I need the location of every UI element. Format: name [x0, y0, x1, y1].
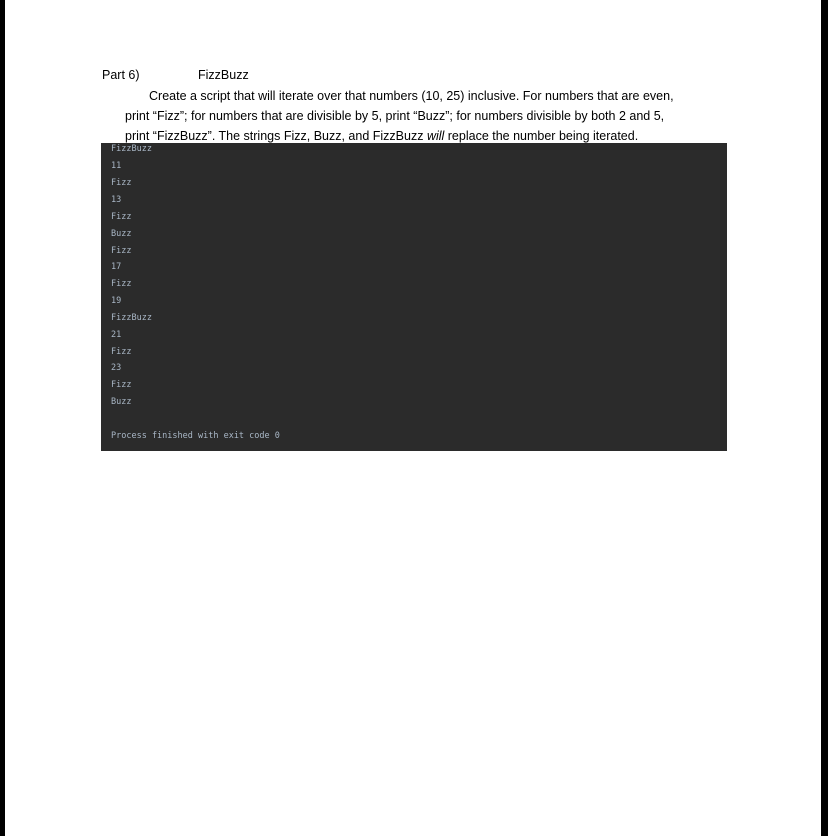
description-line-1: Create a script that will iterate over that numbers (10, 25) inclusive. For numbers that are even,: [149, 89, 674, 103]
description-line-3-start: print “FizzBuzz”. The strings Fizz, Buzz, and FizzBuzz: [125, 129, 427, 143]
console-line: 11: [111, 161, 122, 171]
description-line-3-end: replace the number being iterated.: [444, 129, 639, 143]
console-line: Buzz: [111, 397, 132, 407]
console-line: 17: [111, 262, 122, 272]
document-page: [5, 0, 821, 836]
console-line: 13: [111, 195, 122, 205]
console-line: Buzz: [111, 229, 132, 239]
description-line-2: print “Fizz”; for numbers that are divisible by 5, print “Buzz”; for numbers divisible by both 2 and 5,: [125, 109, 665, 123]
console-line: FizzBuzz: [111, 144, 152, 154]
console-line: Fizz: [111, 246, 132, 256]
console-exit-message: Process finished with exit code 0: [111, 431, 280, 441]
console-line: Fizz: [111, 212, 132, 222]
console-line: 23: [111, 363, 122, 373]
console-line: Fizz: [111, 380, 132, 390]
task-description: [125, 86, 735, 146]
console-line: Fizz: [111, 347, 132, 357]
part-title: FizzBuzz: [198, 68, 249, 82]
console-line: Fizz: [111, 178, 132, 188]
description-emphasis: will: [426, 129, 445, 143]
console-line: 21: [111, 330, 122, 340]
console-line: FizzBuzz: [111, 313, 152, 323]
console-line: Fizz: [111, 279, 132, 289]
console-output-screenshot: [101, 143, 727, 451]
part-label: Part 6): [102, 68, 140, 82]
console-line: 19: [111, 296, 122, 306]
